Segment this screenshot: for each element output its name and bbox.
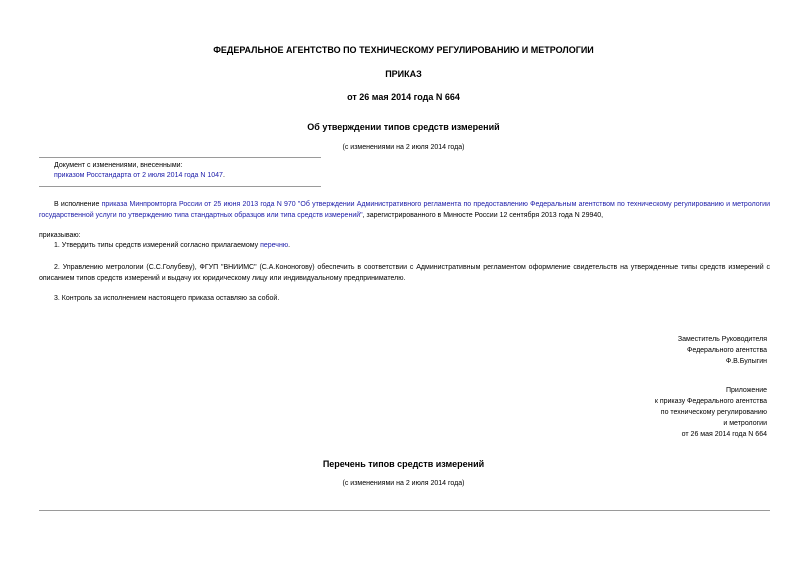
list-title: Перечень типов средств измерений: [322, 459, 485, 469]
amendments-bottom-divider: [39, 186, 321, 187]
doc-date-number: от 26 мая 2014 года N 664: [347, 92, 460, 102]
signature-block: [678, 334, 767, 367]
doc-type-heading: ПРИКАЗ: [385, 69, 422, 79]
appendix-line-3: по техническому регулированию: [660, 409, 767, 416]
amendments-label: Документ с изменениями, внесенными:: [54, 162, 183, 169]
signature-agency: Федерального агентства: [687, 347, 767, 354]
amendments-link-line: [54, 170, 225, 181]
amendments-top-divider: [39, 157, 321, 158]
item-1-period: .: [288, 242, 291, 249]
agency-name: ФЕДЕРАЛЬНОЕ АГЕНТСТВО ПО ТЕХНИЧЕСКОМУ РЕГУЛИРОВАНИЮ И МЕТРОЛОГИИ: [213, 45, 594, 55]
document-title: Об утверждении типов средств измерений: [307, 122, 500, 132]
appendix-block: [655, 385, 767, 440]
bottom-divider: [39, 510, 770, 511]
appendix-line-4: и метрологии: [723, 420, 767, 427]
item-1-text: 1. Утвердить типы средств измерений согласно прилагаемому: [54, 242, 261, 249]
list-link[interactable]: перечню: [260, 242, 289, 249]
signature-name: Ф.В.Булыгин: [725, 358, 767, 365]
amendment-order-link[interactable]: приказом Росстандарта от 2 июля 2014 года N 1047: [54, 172, 223, 179]
appendix-label: Приложение: [725, 387, 767, 394]
order-word: приказываю:: [39, 232, 81, 239]
list-changes-note: (с изменениями на 2 июля 2014 года): [342, 480, 465, 487]
preamble-text-end: , зарегистрированного в Минюсте России 12 сентября 2013 года N 29940,: [362, 212, 604, 219]
preamble-paragraph: [39, 199, 770, 221]
ministry-order-link[interactable]: приказа Минпромторга России от 25 июня 2013 года N 970 "Об утверждении Административного регламента по предоставлению Федеральным агентством по техническому регулированию и метрологии государственной услуги по утверждению типа стандартных образцов или типа средств измерений": [39, 201, 770, 219]
order-item-2: 2. Управлению метрологии (С.С.Голубеву), ФГУП "ВНИИМС" (С.А.Кононогову) обеспечить в соответствии с Административным регламентом оформление свидетельств на утвержденные типы средств измерений с описанием типов средств измерений и выдачу их юридическому лицу или индивидуальному предпринимателю.: [39, 264, 770, 282]
order-item-3: 3. Контроль за исполнением настоящего приказа оставляю за собой.: [54, 295, 280, 302]
order-item-1: [54, 240, 290, 251]
appendix-date: от 26 мая 2014 года N 664: [681, 431, 767, 438]
signature-position: Заместитель Руководителя: [677, 336, 767, 343]
preamble-text-start: В исполнение: [54, 201, 102, 208]
appendix-line-2: к приказу Федерального агентства: [654, 398, 767, 405]
amendment-period: .: [222, 172, 225, 179]
changes-note: (с изменениями на 2 июля 2014 года): [342, 144, 465, 151]
